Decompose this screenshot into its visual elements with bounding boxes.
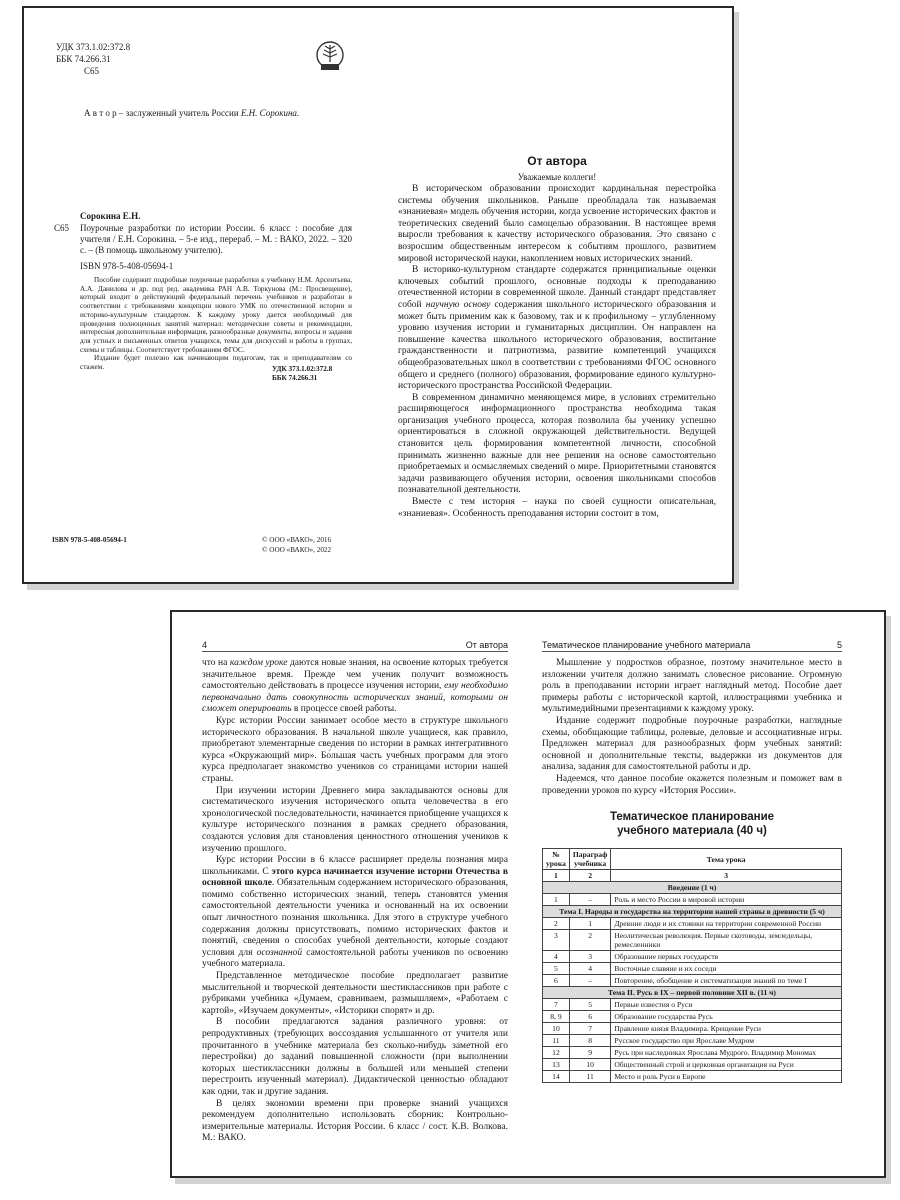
foreword-p2-start: В историко-культурном стандарте содержатся принципиальные оценки ключевых событий прошлого, основные подходы к преподаванию отечественной истории в современной школе. Данный стандарт представляет собой [398, 265, 716, 310]
page-4-paragraph-4 [202, 855, 508, 971]
lesson-number: 2 [543, 918, 570, 930]
lesson-number: 6 [543, 975, 570, 987]
plan-title-line-2: учебного материала (40 ч) [617, 825, 767, 837]
entry-author: Сорокина Е.Н. [80, 211, 141, 221]
copyright-2016: © ООО «ВАКО», 2016 [262, 536, 332, 544]
udk-line: УДК 373.1.02:372.8 [56, 42, 131, 52]
lesson-number: 7 [543, 999, 570, 1011]
p4-p4-c: . Обязательным содержанием исторического образования, помимо собственно исторических знаний, теперь становятся умения самостоятельной деятельности ученика и основанный на их освоении опыт личностного познания школьника. Для этого в структуре учебного содержания должны присутствовать, помимо исторических фактов и понятий, сведения о способах учебной деятельности, которые создают условия для [202, 878, 509, 958]
lesson-number: 4 [543, 951, 570, 963]
lesson-number: 8, 9 [543, 1011, 570, 1023]
table-row [543, 963, 842, 975]
foreword-heading: От автора [527, 154, 587, 168]
paragraph-number: – [569, 975, 610, 987]
column-number: 2 [569, 870, 610, 882]
paragraph-number: – [569, 894, 610, 906]
section-row-intro [543, 882, 842, 894]
plan-table [542, 848, 842, 1083]
table-row [543, 1011, 842, 1023]
plan-table-wrapper [542, 848, 842, 1083]
table-row [543, 951, 842, 963]
column-number-row [543, 870, 842, 882]
author-credit-name: Е.Н. Сорокина. [240, 108, 300, 118]
plan-table-header-row [543, 849, 842, 870]
lesson-topic: Общественный строй и церковная организация на Руси [611, 1059, 842, 1071]
p4-p1-b: даются новые знания, на освоение которых требуется значительное время. Прежде чем ученик получит возможность самостоятельно действовать в процессе изучения истории, [202, 658, 508, 692]
lesson-topic: Русское государство при Ярославе Мудром [611, 1035, 842, 1047]
foreword-paragraph-3: В современном динамично меняющемся мире, в условиях стремительно расширяющегося информационного пространства необходима такая организация учебного процесса, которая позволила бы ученику успешно ориентироваться в сложной окружающей действительности. Ведущей становится цель формирования компетентной личности, способной принимать жизненно важные для нее решения на основе самостоятельно приобретаемых и осмысляемых сведений о мире. Приоритетными становятся задачи развивающего обучения истории, освоения школьниками способов познавательной деятельности. [398, 392, 716, 496]
lesson-number: 14 [543, 1071, 570, 1083]
bbk-line: ББК 74.266.31 [56, 54, 111, 64]
page-4 [172, 612, 528, 1176]
author-credit [84, 108, 374, 119]
paragraph-number: 6 [569, 1011, 610, 1023]
foreword-body [398, 184, 716, 520]
paragraph-number: 8 [569, 1035, 610, 1047]
lesson-number: 3 [543, 930, 570, 951]
foreword-p2-end: содержания школьного исторического образования и может быть применим как к базовому, так и к профильному – углубленному уровню изучения истории и гуманитарных дисциплин. Он направлен на повышение качества школьного исторического образования, воспитание гражданственности и патриотизма, развитие компетенций учащихся общеобразовательных школ в соответствии с требованиями ФГОС основного общего и среднего (полного) образования, формирование единого культурно-исторического пространства Российской Федерации. [398, 299, 717, 392]
page-4-paragraph-5: Представленное методическое пособие предполагает развитие мыслительной и творческой деятельности шестиклассников при работе с рубриками учебника «Думаем, сравниваем, размышляем», «Работаем с картой», «Изучаем документы», «Историки спорят» и др. [202, 971, 508, 1016]
plan-title [542, 810, 842, 838]
section-row-theme-1 [543, 906, 842, 918]
annotation-note: Издание будет полезно как начинающим педагогам, так и преподавателям со стажем. [80, 354, 352, 372]
page-5-paragraph-2: Издание содержит подробные поурочные разработки, наглядные схемы, обобщающие таблицы, ролевые, деловые и ассоциативные игры. Предложен материал для разнообразных форм учебных занятий: основной и дополнительные тексты, выдержки из документов для анализа, задания для самостоятельной работы и др. [542, 715, 842, 773]
content-spread [170, 610, 886, 1178]
p4-p1-c: в процессе своей работы. [291, 704, 397, 715]
section-title: Тема II. Русь в IX – первой половине XII в. (11 ч) [543, 987, 842, 999]
p4-p4-d: самостоятельной работы учеников по освоению учебного материала. [202, 947, 509, 970]
foreword-paragraph-2 [398, 265, 716, 393]
page-4-body [202, 658, 508, 1145]
catalog-code: С65 [84, 66, 100, 76]
lesson-number: 11 [543, 1035, 570, 1047]
table-row [543, 975, 842, 987]
page-4-number: 4 [202, 640, 208, 650]
paragraph-number: 3 [569, 951, 610, 963]
section-row-theme-2 [543, 987, 842, 999]
p4-p4-bold: этого курса начинается изучение истории Отечества в основной школе [202, 866, 508, 889]
paragraph-number: 9 [569, 1047, 610, 1059]
page-5-header [542, 640, 842, 652]
imprint-spread [22, 6, 734, 584]
p4-p1-italic-1: каждом уроке [229, 658, 288, 668]
annotation [80, 276, 352, 372]
column-number: 1 [543, 870, 570, 882]
lesson-topic: Роль и место России в мировой истории [611, 894, 842, 906]
header-lesson-number: № урока [543, 849, 570, 870]
publisher-logo [314, 40, 346, 74]
foreword-page [378, 8, 732, 582]
plan-title-line-1: Тематическое планирование [609, 811, 775, 823]
page-5-running-head: Тематическое планирование учебного материала [542, 640, 751, 650]
paragraph-number: 4 [569, 963, 610, 975]
p4-p1-italic-2: ему необходимо первоначально дать совокупность исторических знаний, которыми он сможет оперировать [202, 681, 508, 715]
section-title: Введение (1 ч) [543, 882, 842, 894]
entry-code: С65 [54, 223, 70, 233]
lesson-number: 1 [543, 894, 570, 906]
lesson-number: 5 [543, 963, 570, 975]
table-row [543, 999, 842, 1011]
lesson-number: 13 [543, 1059, 570, 1071]
lesson-topic: Правление князя Владимира. Крещение Руси [611, 1023, 842, 1035]
bbk-bold: ББК 74.266.31 [272, 374, 318, 382]
page-4-paragraph-2: Курс истории России занимает особое место в структуре школьного исторического образования. В начальной школе учащиеся, как правило, приобретают элементарные сведения по истории в рамках интегративного курса «Окружающий мир». Бо́льшая часть учебных программ для этого курса предполагает знакомство учеников со страницами истории нашей страны. [202, 715, 508, 784]
foreword-p2-italic: научную основу [425, 299, 491, 310]
table-row [543, 1047, 842, 1059]
page-5-number: 5 [836, 640, 842, 650]
lesson-topic: Неолитическая революция. Первые скотоводы, земледельцы, ремесленники [611, 930, 842, 951]
table-row [543, 1059, 842, 1071]
lesson-topic: Древние люди и их стоянки на территории современной России [611, 918, 842, 930]
header-topic: Тема урока [611, 849, 842, 870]
paragraph-number: 10 [569, 1059, 610, 1071]
copyright-2022: © ООО «ВАКО», 2022 [262, 546, 332, 554]
author-credit-prefix: А в т о р – заслуженный учитель России [84, 108, 241, 118]
isbn-bottom: ISBN 978-5-408-05694-1 [52, 536, 127, 544]
page-4-paragraph-7: В целях экономии времени при проверке знаний учащихся рекомендуем дополнительно использовать сборник: Контрольно-измерительные материалы. История России. 6 класс / сост. К.В. Волкова. М.: ВАКО. [202, 1098, 508, 1144]
page-5-paragraph-3: Надеемся, что данное пособие окажется полезным и поможет вам в проведении уроков по курсу «История России». [542, 773, 842, 796]
column-number: 3 [611, 870, 842, 882]
table-row [543, 1023, 842, 1035]
table-row [543, 894, 842, 906]
table-row [543, 930, 842, 951]
lesson-topic: Повторение, обобщение и систематизация знаний по теме I [611, 975, 842, 987]
table-row [543, 1071, 842, 1083]
p4-p4-italic: осознанной [256, 947, 303, 958]
paragraph-number: 5 [569, 999, 610, 1011]
paragraph-number: 11 [569, 1071, 610, 1083]
paragraph-number: 2 [569, 930, 610, 951]
page-5-paragraph-1: Мышление у подростков образное, поэтому значительное место в изложении учителя должно занимать словесное рисование. Огромную роль в преподавании истории играет наглядный метод. Пособие дает примеры работы с исторической картой, иллюстрациями учебника и мультимедийными презентациями к каждому уроку. [542, 658, 842, 715]
udk-bold: УДК 373.1.02:372.8 [272, 365, 333, 373]
annotation-text: Пособие содержит подробные поурочные разработки к учебнику Н.М. Арсентьева, А.А. Данилова и др. под ред. академика РАН А.В. Торкунова (М.: Просвещение), который входит в действующий федеральный перечень учебников и разработан в соответствии с требованиями концепции нового УМК по отечественной истории и историко-культурным стандартом. К каждому уроку дается необходимый для проведения полноценных занятий материал: методические советы и рекомендации, интересная дополнительная информация, разнообразные документы, вопросы и задания для устных и письменных ответов учащихся, темы для дискуссий и работы в группах, схемы и таблицы. Соответствует требованиям ФГОС. [80, 276, 352, 354]
foreword-paragraph-1: В историческом образовании происходит кардинальная перестройка системы обучения школьников. Раньше преобладала так называемая «знаниевая» модель обучения истории, когда усвоение исторических фактов и теоретических сведений было самоцелью образования. В настоящее время выросли требования к качеству исторического образования. Это связано с возросшим общественным интересом к событиям прошлого, развитием мировой исторической науки, накоплением новых исторических знаний. [398, 184, 716, 264]
page-4-paragraph-1 [202, 658, 508, 716]
lesson-topic: Первые известия о Руси [611, 999, 842, 1011]
page-4-running-head: От автора [465, 640, 508, 650]
lesson-topic: Место и роль Руси в Европе [611, 1071, 842, 1083]
section-title: Тема I. Народы и государства на территории нашей страны в древности (5 ч) [543, 906, 842, 918]
header-paragraph: Параграф учебника [569, 849, 610, 870]
page-5-body [542, 658, 842, 797]
lesson-topic: Образование государства Русь [611, 1011, 842, 1023]
table-row [543, 1035, 842, 1047]
page-4-paragraph-6: В пособии предлагаются задания различного уровня: от репродуктивных (требующих воссоздания услышанного от учителя или прочитанного в учебнике материала без сколько-нибудь заметной его перестройки) до заданий повышенной сложности (при выполнении которых шестиклассники должны в большей или меньшей степени перестроить изученный материал). Дидактической ценностью обладают как одни, так и другие задания. [202, 1017, 508, 1097]
lesson-number: 10 [543, 1023, 570, 1035]
lesson-number: 12 [543, 1047, 570, 1059]
lesson-topic: Русь при наследниках Ярослава Мудрого. Владимир Мономах [611, 1047, 842, 1059]
imprint-page [24, 8, 378, 582]
p4-p1-a: что на [202, 658, 230, 668]
entry-description: Поурочные разработки по истории России. 6 класс : пособие для учителя / Е.Н. Сорокина. – 5-е изд., перераб. – М. : ВАКО, 2022. – 320 с. – (В помощь школьному учителю). [80, 223, 352, 255]
table-row [543, 918, 842, 930]
paragraph-number: 7 [569, 1023, 610, 1035]
isbn-line: ISBN 978-5-408-05694-1 [80, 261, 174, 271]
lesson-topic: Образование первых государств [611, 951, 842, 963]
foreword-greeting: Уважаемые коллеги! [517, 172, 597, 182]
page-4-header [202, 640, 508, 652]
paragraph-number: 1 [569, 918, 610, 930]
p4-p4-a: Курс истории России в 6 классе расширяет пределы познания мира школьниками. С [202, 855, 508, 877]
page-5 [528, 612, 884, 1176]
foreword-paragraph-4: Вместе с тем история – наука по своей сущности описательная, «знаниевая». Особенность преподавания истории состоит в том, [398, 497, 716, 519]
lesson-topic: Восточные славяне и их соседи [611, 963, 842, 975]
page-4-paragraph-3: При изучении истории Древнего мира закладываются основы для систематического изучения исторического опыта человечества в его хронологической последовательности, начинается приобщение учащихся к культуре исторического познания в рамках среднего образования, создаются условия для становления ценностного отношения учеников к изучению прошлого. [202, 785, 508, 854]
